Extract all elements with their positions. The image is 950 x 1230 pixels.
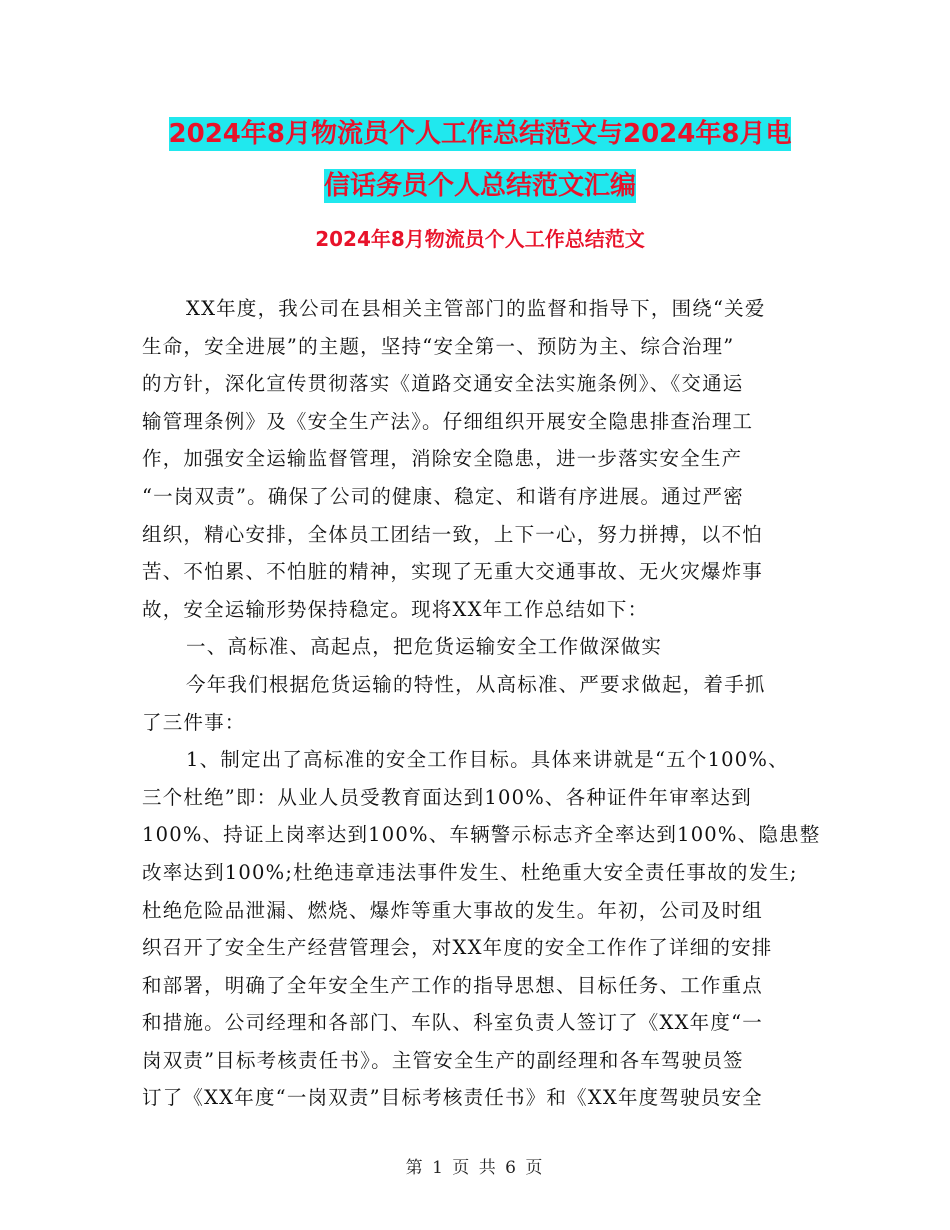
body-line: 订了《XX年度“一岗双责”目标考核责任书》和《XX年度驾驶员安全 — [142, 1086, 763, 1110]
body-line: 三个杜绝”即：从业人员受教育面达到100%、各种证件年审率达到 — [142, 785, 752, 809]
document-title-line-2: 信话务员个人总结范文汇编 — [323, 171, 636, 201]
body-line: 和部署，明确了全年安全生产工作的指导思想、目标任务、工作重点 — [142, 973, 764, 997]
body-line: 岗双责”目标考核责任书》。主管安全生产的副经理和各车驾驶员签 — [142, 1048, 744, 1072]
body-line: 今年我们根据危货运输的特性，从高标准、严要求做起，着手抓 — [186, 672, 766, 696]
body-line: 杜绝危险品泄漏、燃烧、爆炸等重大事故的发生。年初，公司及时组 — [142, 898, 764, 922]
section-title: 2024年8月物流员个人工作总结范文 — [315, 227, 645, 251]
body-line: 的方针，深化宣传贯彻落实《道路交通安全法实施条例》、《交通运 — [142, 372, 744, 396]
body-line: 100%、持证上岗率达到100%、车辆警示标志齐全率达到100%、隐患整 — [142, 823, 821, 847]
body-line: 和措施。公司经理和各部门、车队、科室负责人签订了《XX年度“一 — [142, 1011, 763, 1035]
body-line: 组织，精心安排，全体员工团结一致，上下一心，努力拼搏，以不怕 — [142, 522, 764, 546]
body-line: “一岗双责”。确保了公司的健康、稳定、和谐有序进展。通过严密 — [142, 484, 744, 508]
page-footer: 第 1 页 共 6 页 — [405, 1158, 545, 1178]
body-line: 1、制定出了高标准的安全工作目标。具体来讲就是“五个100%、 — [186, 748, 789, 772]
body-line: 织召开了安全生产经营管理会，对XX年度的安全工作作了详细的安排 — [142, 936, 773, 960]
body-line: 一、高标准、高起点，把危货运输安全工作做深做实 — [186, 635, 663, 659]
body-line: 生命，安全进展”的主题，坚持“安全第一、预防为主、综合治理” — [142, 334, 735, 358]
body-line: 改率达到100%;杜绝违章违法事件发生、杜绝重大安全责任事故的发生; — [142, 860, 798, 884]
body-line: XX年度，我公司在县相关主管部门的监督和指导下，围绕“关爱 — [186, 297, 766, 320]
document-title-line-1: 2024年8月物流员个人工作总结范文与2024年8月电 — [168, 119, 792, 149]
body-line: 苦、不怕累、不怕脏的精神，实现了无重大交通事故、无火灾爆炸事 — [142, 560, 764, 584]
body-text — [142, 290, 822, 1117]
body-line: 输管理条例》及《安全生产法》。仔细组织开展安全隐患排查治理工 — [142, 409, 754, 433]
body-line: 作，加强安全运输监督管理，消除安全隐患，进一步落实安全生产 — [142, 447, 743, 471]
body-line: 了三件事： — [142, 710, 246, 734]
body-line: 故，安全运输形势保持稳定。现将XX年工作总结如下： — [142, 597, 649, 621]
document-title — [140, 108, 820, 212]
